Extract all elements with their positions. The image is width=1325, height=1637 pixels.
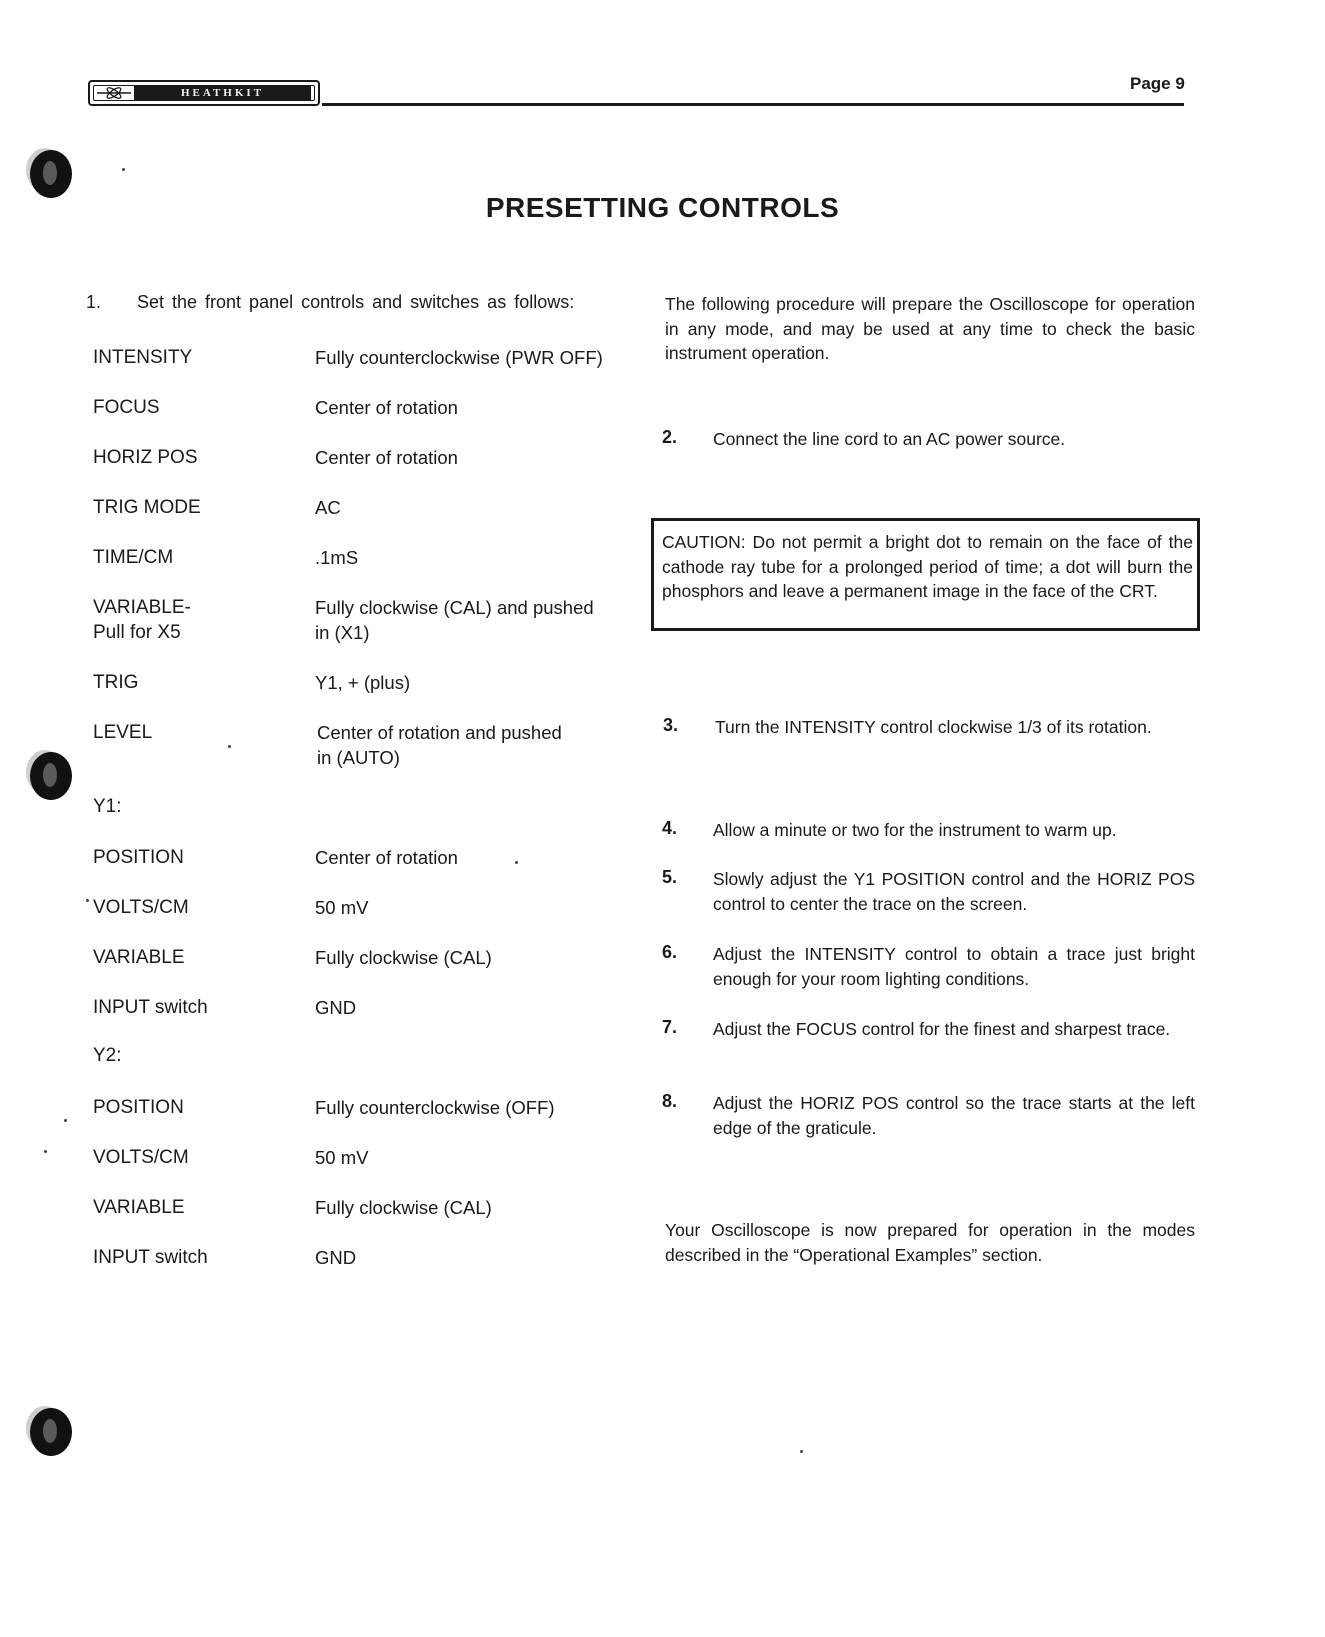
print-speck [86, 899, 89, 902]
step-text: Allow a minute or two for the instrument to warm up. [713, 820, 1117, 840]
control-value: Y1, + (plus) [315, 672, 411, 693]
print-speck [64, 1119, 67, 1122]
step-text: Adjust the INTENSITY control to obtain a trace just bright enough for your room lighting conditions. [713, 944, 1195, 989]
control-value: Fully counterclockwise (OFF) [315, 1097, 555, 1118]
control-name: INPUT switch [93, 1247, 208, 1268]
control-value: Fully counterclockwise (PWR OFF) [315, 347, 603, 368]
control-name: VARIABLE [93, 1197, 185, 1218]
step-text: Connect the line cord to an AC power source. [713, 429, 1066, 449]
page-title: PRESETTING CONTROLS [485, 192, 840, 223]
print-speck [800, 1450, 803, 1453]
print-speck [44, 1150, 47, 1153]
step-number: 5. [662, 867, 678, 887]
print-speck [515, 861, 518, 864]
caution-box: CAUTION: Do not permit a bright dot to remain on the face of the cathode ray tube for a prolonged period of time; a dot will burn the phosphors and leave a permanent image in the face of the CRT. [651, 518, 1200, 631]
control-value: Center of rotation [315, 397, 458, 418]
logo-wordmark: HEATHKIT [134, 85, 311, 101]
print-speck [122, 168, 125, 171]
control-name: POSITION [93, 1097, 184, 1118]
atom-icon [94, 84, 134, 102]
control-name: LEVEL [93, 722, 153, 743]
control-value: .1mS [315, 547, 359, 568]
print-speck [228, 745, 231, 748]
control-name: TRIG MODE [93, 497, 201, 518]
control-value: Fully clockwise (CAL) [315, 947, 492, 968]
step-text: Adjust the HORIZ POS control so the trace starts at the left edge of the graticule. [713, 1093, 1195, 1138]
step-number: 8. [662, 1091, 678, 1111]
control-name: VOLTS/CM [93, 1147, 189, 1168]
heathkit-logo [88, 80, 320, 106]
control-name: VARIABLE- Pull for X5 [93, 597, 191, 643]
control-name: VOLTS/CM [93, 897, 189, 918]
control-value: Center of rotation [315, 447, 458, 468]
y2-heading: Y2: [93, 1045, 122, 1066]
intro-paragraph: The following procedure will prepare the Oscilloscope for operation in any mode, and may be used at any time to check the basic instrument operation. [665, 294, 1195, 363]
step-text: Adjust the FOCUS control for the finest and sharpest trace. [713, 1019, 1171, 1039]
control-name: VARIABLE [93, 947, 185, 968]
step-number: 6. [662, 942, 678, 962]
step-text: Slowly adjust the Y1 POSITION control and the HORIZ POS control to center the trace on the screen. [713, 869, 1195, 914]
binder-hole-top [30, 150, 72, 198]
header-rule [322, 103, 1184, 106]
control-name: INPUT switch [93, 997, 208, 1018]
control-value: GND [315, 997, 357, 1018]
control-value: GND [315, 1247, 357, 1268]
control-value: 50 mV [315, 1147, 369, 1168]
control-name: TIME/CM [93, 547, 174, 568]
step-number: 7. [662, 1017, 678, 1037]
binder-hole-bottom [30, 1408, 72, 1456]
step-number: 4. [662, 818, 678, 838]
step-1-text: Set the front panel controls and switches as follows: [137, 292, 575, 312]
control-value: AC [315, 497, 341, 518]
step-number: 3. [663, 715, 679, 735]
step-text: Turn the INTENSITY control clockwise 1/3 of its rotation. [715, 717, 1152, 737]
control-name: TRIG [93, 672, 139, 693]
control-name: POSITION [93, 847, 184, 868]
control-name: HORIZ POS [93, 447, 198, 468]
control-value: Fully clockwise (CAL) and pushed in (X1) [315, 597, 594, 643]
control-name: INTENSITY [93, 347, 193, 368]
control-value: Fully clockwise (CAL) [315, 1197, 492, 1218]
control-name: FOCUS [93, 397, 160, 418]
step-number: 2. [662, 427, 678, 447]
control-value: Center of rotation [315, 847, 458, 868]
control-value: Center of rotation and pushed in (AUTO) [317, 722, 562, 768]
page-number: Page 9 [1130, 74, 1185, 93]
closing-paragraph: Your Oscilloscope is now prepared for operation in the modes described in the “Operational Examples” section. [665, 1220, 1195, 1265]
step-1-number: 1. [86, 292, 102, 312]
binder-hole-middle [30, 752, 72, 800]
control-value: 50 mV [315, 897, 369, 918]
y1-heading: Y1: [93, 796, 122, 817]
